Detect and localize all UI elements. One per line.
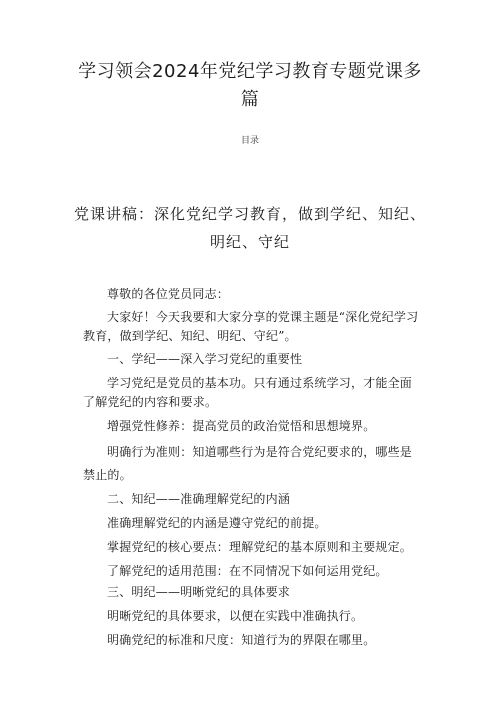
body-text: [83, 285, 423, 650]
paragraph: 增强党性修养：提高党员的政治觉悟和思想境界。: [107, 419, 376, 433]
paragraph: 了解党纪的适用范围：在不同情况下如何运用党纪。: [107, 564, 388, 578]
paragraph: 掌握党纪的核心要点：理解党纪的基本原则和主要规定。: [107, 540, 413, 554]
paragraph-intro: 大家好！今天我要和大家分享的党课主题是“深化党纪学习教育，做到学纪、知纪、明纪、守纪”。: [83, 310, 419, 343]
paragraph: 准确理解党纪的内涵是遵守党纪的前提。: [107, 516, 327, 530]
toc-label: 目录: [240, 136, 259, 146]
section-heading-2: 二、知纪——准确理解党纪的内涵: [107, 492, 291, 506]
paragraph-salutation: 尊敬的各位党员同志：: [107, 287, 230, 301]
document-title: 学习领会2024年党纪学习教育专题党课多篇: [78, 61, 422, 110]
paragraph: 明确行为准则：知道哪些行为是符合党纪要求的，哪些是禁止的。: [83, 445, 413, 482]
section-heading-1: 一、学纪——深入学习党纪的重要性: [107, 352, 303, 366]
paragraph: 明晰党纪的具体要求，以便在实践中准确执行。: [107, 609, 364, 623]
paragraph: 学习党纪是党员的基本功。只有通过系统学习，才能全面了解党纪的内容和要求。: [83, 376, 413, 409]
lesson-title: 党课讲稿：深化党纪学习教育，做到学纪、知纪、明纪、守纪: [73, 205, 426, 251]
section-heading-3: 三、明纪——明晰党纪的具体要求: [107, 585, 291, 599]
paragraph: 明确党纪的标准和尺度：知道行为的界限在哪里。: [107, 633, 376, 647]
